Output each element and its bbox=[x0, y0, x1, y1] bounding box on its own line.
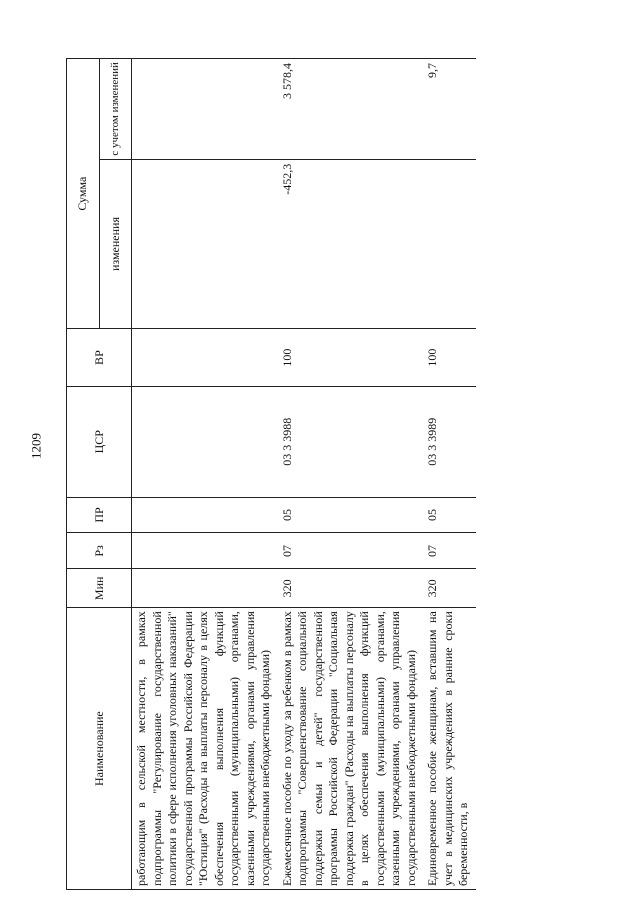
page-number: 1209 bbox=[28, 433, 44, 459]
row-pr bbox=[132, 497, 278, 533]
row-vr: 100 bbox=[278, 329, 424, 387]
row-rz: 07 bbox=[278, 533, 424, 569]
table-row bbox=[423, 59, 476, 890]
row-change: -452,3 bbox=[278, 159, 424, 329]
row-rz bbox=[132, 533, 278, 569]
table-row bbox=[278, 59, 424, 890]
row-pr: 05 bbox=[423, 497, 476, 533]
header-rz: Рз bbox=[67, 533, 132, 569]
header-csr: ЦСР bbox=[67, 386, 132, 497]
row-name: Единовременное пособие женщинам, вставшим на учет в медицинских учреждениях в ранние сроки беременности, в bbox=[423, 608, 476, 890]
row-min: 320 bbox=[278, 569, 424, 608]
row-total: 3 578,4 bbox=[278, 59, 424, 160]
row-name: Ежемесячное пособие по уходу за ребенком в рамках подпрограммы "Совершенствование социальной поддержки семьи и детей" государственной программы Российской Федерации "Социальная поддержка граждан" (Расходы на выплаты персоналу в целях обеспечения выполнения функций государственными (муниципальными) органами, казенными учреждениями, органами управления государственными внебюджетными фондами) bbox=[278, 608, 424, 890]
row-rz: 07 bbox=[423, 533, 476, 569]
row-vr bbox=[132, 329, 278, 387]
row-name: работающим в сельской местности, в рамках подпрограммы "Регулирование государственной политики в сфере исполнения уголовных наказаний" государственной программы Российской Федерации "Юстиция" (Расходы на выплаты персоналу в целях обеспечения выполнения функций государственными (муниципальными) органами, казенными учреждениями, органами управления государственными внебюджетными фондами) bbox=[132, 608, 278, 890]
row-total bbox=[132, 59, 278, 160]
row-csr bbox=[132, 386, 278, 497]
header-changes: изменения bbox=[99, 159, 132, 329]
row-change bbox=[423, 159, 476, 329]
header-vr: ВР bbox=[67, 329, 132, 387]
table-row bbox=[132, 59, 278, 890]
header-with-changes: с учетом изменений bbox=[99, 59, 132, 160]
row-csr: 03 3 3989 bbox=[423, 386, 476, 497]
row-pr: 05 bbox=[278, 497, 424, 533]
row-vr: 100 bbox=[423, 329, 476, 387]
budget-table bbox=[66, 58, 476, 890]
row-csr: 03 3 3988 bbox=[278, 386, 424, 497]
row-min: 320 bbox=[423, 569, 476, 608]
header-summa: Сумма bbox=[67, 59, 100, 329]
header-name: Наименование bbox=[67, 608, 132, 890]
row-min bbox=[132, 569, 278, 608]
row-change bbox=[132, 159, 278, 329]
header-pr: ПР bbox=[67, 497, 132, 533]
budget-table-sheet bbox=[66, 58, 578, 890]
header-min: Мин bbox=[67, 569, 132, 608]
row-total: 9,7 bbox=[423, 59, 476, 160]
